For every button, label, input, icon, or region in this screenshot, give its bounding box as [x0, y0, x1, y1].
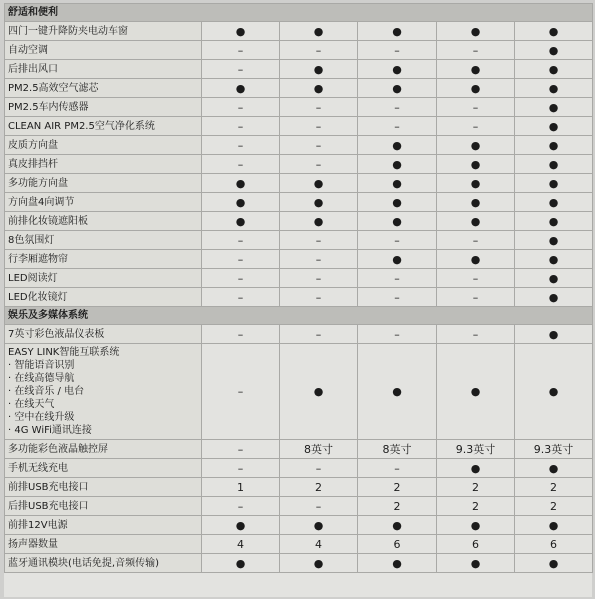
value-cell: –	[280, 459, 358, 478]
value-cell: ●	[358, 250, 437, 269]
value-cell: 2	[515, 478, 593, 497]
table-row	[5, 250, 593, 269]
value-cell: –	[280, 325, 358, 344]
value-cell: –	[202, 231, 280, 250]
value-cell: ●	[280, 174, 358, 193]
value-cell: ●	[515, 98, 593, 117]
value-cell: ●	[437, 155, 515, 174]
value-cell: ●	[358, 79, 437, 98]
value-cell: ●	[358, 516, 437, 535]
value-cell: ●	[515, 344, 593, 440]
value-cell: ●	[437, 212, 515, 231]
value-cell: ●	[515, 288, 593, 307]
feature-cell: 后排USB充电接口	[5, 497, 202, 516]
value-cell: ●	[515, 155, 593, 174]
value-cell: –	[358, 98, 437, 117]
feature-cell: 蓝牙通讯模块(电话免提,音频传输)	[5, 554, 202, 573]
value-cell: 2	[358, 497, 437, 516]
value-cell: –	[280, 155, 358, 174]
value-cell: –	[280, 269, 358, 288]
value-cell: ●	[280, 554, 358, 573]
value-cell: ●	[280, 79, 358, 98]
feature-cell: CLEAN AIR PM2.5空气净化系统	[5, 117, 202, 136]
value-cell: –	[437, 231, 515, 250]
feature-cell: 多功能方向盘	[5, 174, 202, 193]
table-row	[5, 98, 593, 117]
value-cell: –	[202, 497, 280, 516]
value-cell: –	[358, 325, 437, 344]
value-cell: –	[437, 288, 515, 307]
value-cell: ●	[280, 516, 358, 535]
feature-sub-item: · 在线高德导航	[8, 373, 75, 384]
value-cell: ●	[202, 79, 280, 98]
value-cell: 9.3英寸	[515, 440, 593, 459]
value-cell: ●	[202, 516, 280, 535]
spec-table-body	[5, 4, 593, 573]
table-row	[5, 41, 593, 60]
feature-cell: 前排12V电源	[5, 516, 202, 535]
value-cell: ●	[515, 231, 593, 250]
value-cell: –	[202, 41, 280, 60]
value-cell: ●	[358, 212, 437, 231]
value-cell: ●	[515, 554, 593, 573]
value-cell: ●	[515, 193, 593, 212]
value-cell: –	[358, 41, 437, 60]
table-row	[5, 269, 593, 288]
value-cell: –	[280, 497, 358, 516]
value-cell: –	[358, 459, 437, 478]
value-cell: –	[358, 117, 437, 136]
value-cell: ●	[437, 174, 515, 193]
value-cell: ●	[515, 459, 593, 478]
value-cell: ●	[515, 41, 593, 60]
value-cell: 6	[437, 535, 515, 554]
section-title: 娱乐及多媒体系统	[5, 307, 593, 325]
table-row	[5, 497, 593, 516]
table-row	[5, 325, 593, 344]
value-cell: –	[280, 288, 358, 307]
value-cell: –	[202, 344, 280, 440]
feature-sub-item: · 在线天气	[8, 399, 55, 410]
value-cell: 2	[515, 497, 593, 516]
value-cell: ●	[515, 212, 593, 231]
value-cell: –	[202, 325, 280, 344]
table-row	[5, 231, 593, 250]
value-cell: ●	[280, 212, 358, 231]
value-cell: ●	[280, 193, 358, 212]
table-row	[5, 440, 593, 459]
value-cell: 1	[202, 478, 280, 497]
table-row	[5, 79, 593, 98]
feature-sub-item: · 智能语音识别	[8, 360, 75, 371]
value-cell: ●	[437, 250, 515, 269]
feature-cell: 皮质方向盘	[5, 136, 202, 155]
value-cell: ●	[358, 155, 437, 174]
section-header	[5, 307, 593, 325]
feature-cell: 四门一键升降防夹电动车窗	[5, 22, 202, 41]
value-cell: ●	[437, 22, 515, 41]
feature-cell: 行李厢遮物帘	[5, 250, 202, 269]
section-title: 舒适和便利	[5, 4, 593, 22]
value-cell: ●	[202, 174, 280, 193]
value-cell: ●	[358, 554, 437, 573]
value-cell: 8英寸	[358, 440, 437, 459]
feature-cell: LED阅读灯	[5, 269, 202, 288]
value-cell: ●	[202, 554, 280, 573]
table-row	[5, 117, 593, 136]
value-cell: –	[202, 440, 280, 459]
table-row	[5, 344, 593, 440]
value-cell: 2	[437, 478, 515, 497]
table-row	[5, 478, 593, 497]
value-cell: –	[202, 98, 280, 117]
table-row	[5, 212, 593, 231]
feature-cell: 真皮排挡杆	[5, 155, 202, 174]
value-cell: ●	[202, 212, 280, 231]
value-cell: ●	[437, 193, 515, 212]
value-cell: 2	[437, 497, 515, 516]
value-cell: ●	[358, 136, 437, 155]
value-cell: ●	[437, 344, 515, 440]
feature-cell: 前排USB充电接口	[5, 478, 202, 497]
value-cell: ●	[358, 60, 437, 79]
value-cell: –	[202, 288, 280, 307]
value-cell: –	[358, 269, 437, 288]
value-cell: –	[202, 117, 280, 136]
value-cell: ●	[437, 79, 515, 98]
spec-table	[4, 3, 593, 573]
value-cell: –	[437, 325, 515, 344]
value-cell: ●	[437, 136, 515, 155]
value-cell: –	[437, 269, 515, 288]
value-cell: ●	[437, 554, 515, 573]
value-cell: –	[202, 136, 280, 155]
value-cell: ●	[437, 459, 515, 478]
value-cell: ●	[437, 60, 515, 79]
feature-cell: PM2.5车内传感器	[5, 98, 202, 117]
table-row	[5, 193, 593, 212]
value-cell: ●	[280, 22, 358, 41]
feature-cell: PM2.5高效空气滤芯	[5, 79, 202, 98]
value-cell: 9.3英寸	[437, 440, 515, 459]
section-header	[5, 4, 593, 22]
feature-cell: 多功能彩色液晶触控屏	[5, 440, 202, 459]
value-cell: ●	[280, 344, 358, 440]
feature-cell: 前排化妆镜遮阳板	[5, 212, 202, 231]
feature-cell: 方向盘4向调节	[5, 193, 202, 212]
value-cell: ●	[515, 325, 593, 344]
feature-name: EASY LINK智能互联系统	[8, 347, 120, 358]
table-row	[5, 60, 593, 79]
table-row	[5, 22, 593, 41]
table-row	[5, 174, 593, 193]
value-cell: ●	[515, 136, 593, 155]
value-cell: ●	[437, 516, 515, 535]
value-cell: 6	[358, 535, 437, 554]
value-cell: –	[280, 136, 358, 155]
value-cell: –	[202, 250, 280, 269]
value-cell: 2	[280, 478, 358, 497]
value-cell: ●	[358, 193, 437, 212]
feature-cell: 后排出风口	[5, 60, 202, 79]
value-cell: –	[437, 41, 515, 60]
feature-sub-item: · 在线音乐 / 电台	[8, 386, 85, 397]
value-cell: –	[437, 98, 515, 117]
value-cell: ●	[358, 174, 437, 193]
value-cell: 6	[515, 535, 593, 554]
spec-sheet	[4, 3, 592, 597]
feature-cell: 扬声器数量	[5, 535, 202, 554]
value-cell: ●	[280, 60, 358, 79]
value-cell: 4	[280, 535, 358, 554]
value-cell: –	[202, 60, 280, 79]
value-cell: ●	[515, 22, 593, 41]
value-cell: ●	[202, 193, 280, 212]
value-cell: ●	[515, 516, 593, 535]
value-cell: 8英寸	[280, 440, 358, 459]
value-cell: –	[280, 41, 358, 60]
value-cell: ●	[515, 117, 593, 136]
value-cell: –	[280, 231, 358, 250]
value-cell: ●	[358, 344, 437, 440]
value-cell: –	[280, 250, 358, 269]
feature-cell	[5, 344, 202, 440]
feature-cell: 手机无线充电	[5, 459, 202, 478]
table-row	[5, 136, 593, 155]
value-cell: –	[202, 269, 280, 288]
value-cell: –	[358, 288, 437, 307]
feature-sub-item: · 4G WiFi通讯连接	[8, 425, 92, 436]
table-row	[5, 554, 593, 573]
table-row	[5, 288, 593, 307]
value-cell: –	[437, 117, 515, 136]
value-cell: ●	[515, 79, 593, 98]
value-cell: ●	[515, 250, 593, 269]
feature-cell: 自动空调	[5, 41, 202, 60]
table-row	[5, 516, 593, 535]
value-cell: ●	[515, 60, 593, 79]
value-cell: ●	[202, 22, 280, 41]
table-row	[5, 155, 593, 174]
value-cell: 4	[202, 535, 280, 554]
value-cell: ●	[515, 174, 593, 193]
table-row	[5, 459, 593, 478]
value-cell: –	[280, 98, 358, 117]
feature-cell: 7英寸彩色液晶仪表板	[5, 325, 202, 344]
value-cell: –	[280, 117, 358, 136]
value-cell: ●	[515, 269, 593, 288]
value-cell: ●	[358, 22, 437, 41]
value-cell: 2	[358, 478, 437, 497]
table-row	[5, 535, 593, 554]
feature-cell: 8色氛围灯	[5, 231, 202, 250]
value-cell: –	[202, 155, 280, 174]
value-cell: –	[202, 459, 280, 478]
feature-cell: LED化妆镜灯	[5, 288, 202, 307]
value-cell: –	[358, 231, 437, 250]
feature-sub-item: · 空中在线升级	[8, 412, 75, 423]
